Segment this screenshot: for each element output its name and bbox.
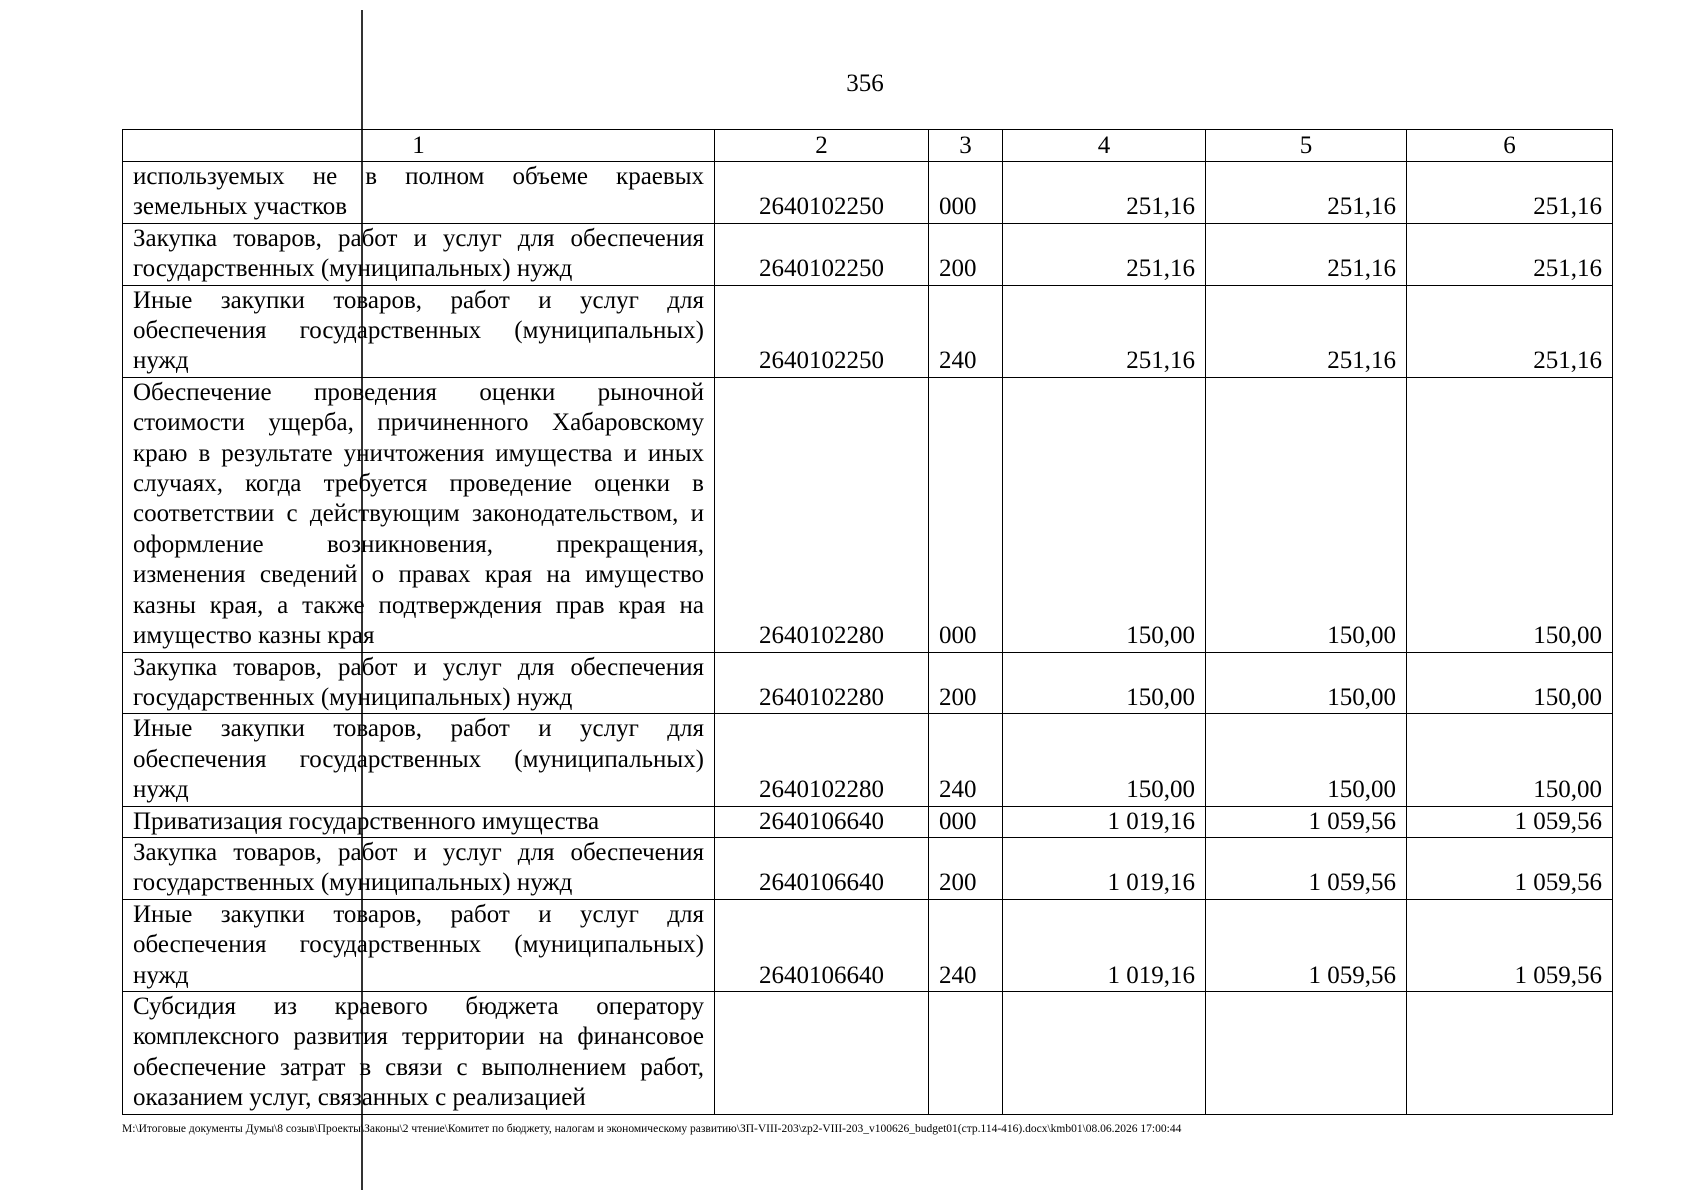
row-value-4: 251,16 <box>1003 162 1206 224</box>
row-value-6: 1 059,56 <box>1407 806 1613 837</box>
row-kind: 240 <box>929 285 1003 377</box>
row-value-4: 150,00 <box>1003 652 1206 714</box>
column-header: 3 <box>929 130 1003 162</box>
row-value-4: 1 019,16 <box>1003 806 1206 837</box>
row-value-6: 251,16 <box>1407 162 1613 224</box>
row-value-5: 150,00 <box>1206 377 1407 652</box>
column-header: 2 <box>715 130 929 162</box>
row-name: Закупка товаров, работ и услуг для обеспечения государственных (муниципальных) нужд <box>123 837 715 899</box>
table-row <box>123 991 1613 1114</box>
row-value-5: 251,16 <box>1206 285 1407 377</box>
row-value-5: 251,16 <box>1206 162 1407 224</box>
row-name: Субсидия из краевого бюджета оператору комплексного развития территории на финансовое обеспечение затрат в связи с выполнением работ, оказанием услуг, связанных с реализацией <box>123 991 715 1114</box>
row-value-6: 1 059,56 <box>1407 837 1613 899</box>
row-value-6: 1 059,56 <box>1407 899 1613 991</box>
row-code: 2640106640 <box>715 899 929 991</box>
row-code: 2640106640 <box>715 806 929 837</box>
column-header: 1 <box>123 130 715 162</box>
row-kind: 200 <box>929 837 1003 899</box>
row-code: 2640102280 <box>715 714 929 806</box>
table-row <box>123 899 1613 991</box>
row-value-5 <box>1206 991 1407 1114</box>
row-code: 2640102250 <box>715 223 929 285</box>
row-value-6: 150,00 <box>1407 714 1613 806</box>
row-code: 2640102280 <box>715 377 929 652</box>
row-kind: 000 <box>929 806 1003 837</box>
row-value-6: 251,16 <box>1407 223 1613 285</box>
row-name: Приватизация государственного имущества <box>123 806 715 837</box>
row-name: Иные закупки товаров, работ и услуг для обеспечения государственных (муниципальных) нужд <box>123 714 715 806</box>
row-value-4: 150,00 <box>1003 377 1206 652</box>
table-row <box>123 162 1613 224</box>
row-value-4: 150,00 <box>1003 714 1206 806</box>
row-value-5: 1 059,56 <box>1206 837 1407 899</box>
row-kind <box>929 991 1003 1114</box>
table-row <box>123 806 1613 837</box>
row-value-5: 251,16 <box>1206 223 1407 285</box>
row-value-6: 150,00 <box>1407 377 1613 652</box>
table-row <box>123 377 1613 652</box>
row-name: Закупка товаров, работ и услуг для обеспечения государственных (муниципальных) нужд <box>123 652 715 714</box>
row-name: Закупка товаров, работ и услуг для обеспечения государственных (муниципальных) нужд <box>123 223 715 285</box>
row-kind: 000 <box>929 377 1003 652</box>
row-kind: 000 <box>929 162 1003 224</box>
row-value-6: 251,16 <box>1407 285 1613 377</box>
column-header: 4 <box>1003 130 1206 162</box>
table-row <box>123 837 1613 899</box>
row-name: Обеспечение проведения оценки рыночной стоимости ущерба, причиненного Хабаровскому краю в результате уничтожения имущества и иных случаях, когда требуется проведение оценки в соответствии с действующим законодательством, и оформление возникновения, прекращения, изменения сведений о правах края на имущество казны края, а также подтверждения прав края на имущество казны края <box>123 377 715 652</box>
table-row <box>123 223 1613 285</box>
row-name: Иные закупки товаров, работ и услуг для обеспечения государственных (муниципальных) нужд <box>123 899 715 991</box>
row-name: Иные закупки товаров, работ и услуг для обеспечения государственных (муниципальных) нужд <box>123 285 715 377</box>
page-number: 356 <box>846 70 884 97</box>
row-code <box>715 991 929 1114</box>
table-row <box>123 714 1613 806</box>
table-row <box>123 285 1613 377</box>
row-value-4: 1 019,16 <box>1003 899 1206 991</box>
row-value-5: 150,00 <box>1206 714 1407 806</box>
row-code: 2640102250 <box>715 285 929 377</box>
row-value-5: 150,00 <box>1206 652 1407 714</box>
row-name: используемых не в полном объеме краевых земельных участков <box>123 162 715 224</box>
row-code: 2640106640 <box>715 837 929 899</box>
row-value-6: 150,00 <box>1407 652 1613 714</box>
row-value-4: 251,16 <box>1003 285 1206 377</box>
row-value-5: 1 059,56 <box>1206 899 1407 991</box>
row-value-5: 1 059,56 <box>1206 806 1407 837</box>
column-header: 6 <box>1407 130 1613 162</box>
row-kind: 200 <box>929 652 1003 714</box>
header-row <box>123 130 1613 162</box>
row-value-4: 1 019,16 <box>1003 837 1206 899</box>
row-value-4 <box>1003 991 1206 1114</box>
row-kind: 240 <box>929 714 1003 806</box>
row-value-4: 251,16 <box>1003 223 1206 285</box>
row-code: 2640102250 <box>715 162 929 224</box>
file-path-footer: M:\Итоговые документы Думы\8 созыв\Проекты\Законы\2 чтение\Комитет по бюджету, налогам и экономическому развитию\ЗП-VIII-203\zp2-VIII-203_v100626_budget01(стр.114-416).docx\kmb01\08.06.2026 17:00:44 <box>122 1123 1182 1135</box>
row-value-6 <box>1407 991 1613 1114</box>
row-code: 2640102280 <box>715 652 929 714</box>
column-header: 5 <box>1206 130 1407 162</box>
row-kind: 200 <box>929 223 1003 285</box>
row-kind: 240 <box>929 899 1003 991</box>
table-row <box>123 652 1613 714</box>
budget-table <box>122 129 1613 1115</box>
